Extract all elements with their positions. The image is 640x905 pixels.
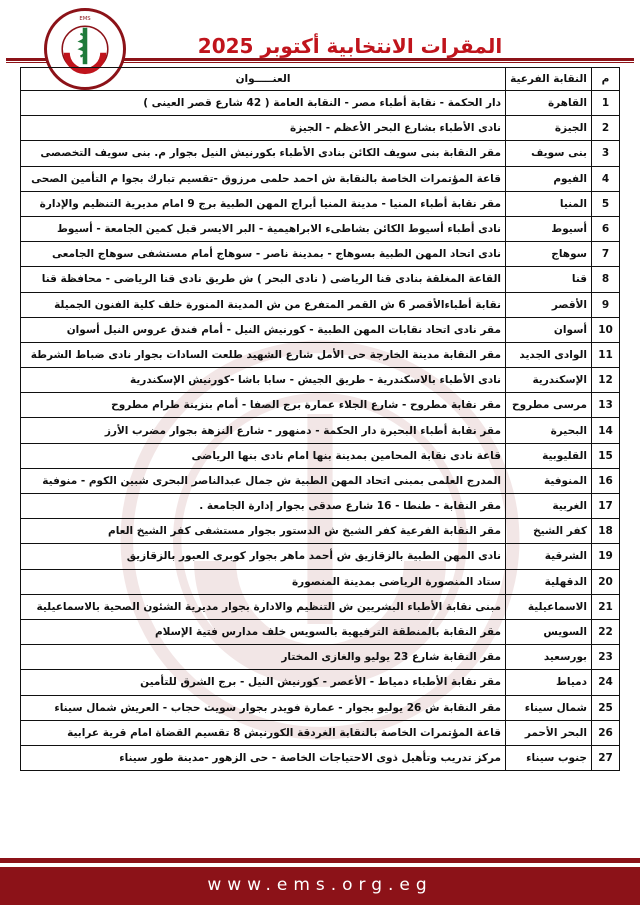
row-syndicate: أسوان: [506, 317, 592, 342]
table-row: [21, 368, 620, 393]
row-address: قاعة المؤتمرات الخاصة بالنقابة الغردقة الكورنيش 8 تقسيم القضاة امام قرية عرابية: [21, 720, 506, 745]
row-syndicate: الجيزة: [506, 116, 592, 141]
row-syndicate: الشرقية: [506, 544, 592, 569]
table-row: [21, 242, 620, 267]
table-row: [21, 494, 620, 519]
row-address: مركز تدريب وتأهيل ذوى الاحتياجات الخاصة - حى الزهور -مدينة طور سيناء: [21, 745, 506, 770]
row-syndicate: مرسى مطروح: [506, 393, 592, 418]
table-row: [21, 443, 620, 468]
table-row: [21, 745, 620, 770]
table-row: [21, 645, 620, 670]
table-row: [21, 544, 620, 569]
row-syndicate: بورسعيد: [506, 645, 592, 670]
row-syndicate: الفيوم: [506, 166, 592, 191]
row-address: مقر النقابة بنى سويف الكائن بنادى الأطباء بكورنيش النيل بجوار م. بنى سويف التخصصى: [21, 141, 506, 166]
locations-table: [20, 67, 620, 771]
row-number: 20: [592, 569, 620, 594]
row-address: مقر نقابة الأطباء دمياط - الأعصر - كورنيش النيل - برج الشرق للتأمين: [21, 670, 506, 695]
footer-rule: [0, 858, 640, 863]
row-number: 6: [592, 216, 620, 241]
row-syndicate: الأقصر: [506, 292, 592, 317]
row-address: نقابة أطباءالأقصر 6 ش القمر المتفرع من ش المدينة المنورة خلف كلية الفنون الجميلة: [21, 292, 506, 317]
row-number: 10: [592, 317, 620, 342]
row-address: نادى المهن الطبية بالزقازيق ش أحمد ماهر بجوار كوبرى العبور بالزقازيق: [21, 544, 506, 569]
table-row: [21, 91, 620, 116]
row-number: 14: [592, 418, 620, 443]
page-title: المقرات الانتخابية أكتوبر 2025: [197, 34, 503, 58]
row-address: مقر النقابة بالمنطقة الترفيهية بالسويس خلف مدارس فتية الإسلام: [21, 619, 506, 644]
row-address: قاعة نادى نقابة المحامين بمدينة بنها امام نادى بنها الرياضى: [21, 443, 506, 468]
svg-text:EMS: EMS: [79, 16, 91, 23]
row-address: نادى الأطباء بالاسكندرية - طريق الجيش - سابا باشا -كورنيش الإسكندرية: [21, 368, 506, 393]
table-row: [21, 292, 620, 317]
row-number: 2: [592, 116, 620, 141]
row-number: 17: [592, 494, 620, 519]
row-address: نادى اتحاد المهن الطبية بسوهاج - بمدينة ناصر - سوهاج أمام مستشفى سوهاج الجامعى: [21, 242, 506, 267]
row-syndicate: الوادى الجديد: [506, 342, 592, 367]
row-number: 8: [592, 267, 620, 292]
table-row: [21, 418, 620, 443]
row-syndicate: المنيا: [506, 191, 592, 216]
row-number: 11: [592, 342, 620, 367]
row-number: 12: [592, 368, 620, 393]
row-syndicate: كفر الشيخ: [506, 519, 592, 544]
table-row: [21, 670, 620, 695]
row-number: 26: [592, 720, 620, 745]
row-syndicate: جنوب سيناء: [506, 745, 592, 770]
row-number: 24: [592, 670, 620, 695]
row-number: 16: [592, 468, 620, 493]
row-address: مقر نقابة أطباء البحيرة دار الحكمة - دمنهور - شارع النزهة بجوار مضرب الأرز: [21, 418, 506, 443]
row-address: مقر نادى اتحاد نقابات المهن الطبية - كورنيش النيل - أمام فندق عروس النيل أسوان: [21, 317, 506, 342]
row-syndicate: دمياط: [506, 670, 592, 695]
table-row: [21, 619, 620, 644]
row-address: مقر نقابة أطباء المنيا - مدينة المنيا أبراج المهن الطبية برج 9 امام مديرية التنظيم والإدارة: [21, 191, 506, 216]
row-number: 22: [592, 619, 620, 644]
row-address: ستاد المنصورة الرياضى بمدينة المنصورة: [21, 569, 506, 594]
row-syndicate: الاسماعيلية: [506, 594, 592, 619]
header-num: م: [592, 68, 620, 91]
row-number: 25: [592, 695, 620, 720]
row-syndicate: البحيرة: [506, 418, 592, 443]
row-syndicate: شمال سيناء: [506, 695, 592, 720]
row-address: نادى أطباء أسيوط الكائن بشاطىء الابراهيمية - البر الايسر قبل كمين الجامعة - أسيوط: [21, 216, 506, 241]
table-row: [21, 468, 620, 493]
table-row: [21, 720, 620, 745]
table-row: [21, 342, 620, 367]
table-row: [21, 216, 620, 241]
row-address: مقر النقابة ش 26 يوليو بجوار - عمارة فويدر بجوار سويت حجاب - العريش شمال سيناء: [21, 695, 506, 720]
table-row: [21, 191, 620, 216]
table-row: [21, 594, 620, 619]
row-number: 23: [592, 645, 620, 670]
row-number: 15: [592, 443, 620, 468]
row-number: 1: [592, 91, 620, 116]
table-row: [21, 116, 620, 141]
row-syndicate: السويس: [506, 619, 592, 644]
header-address: العنـــــوان: [21, 68, 506, 91]
table-row: [21, 166, 620, 191]
row-number: 4: [592, 166, 620, 191]
table-row: [21, 695, 620, 720]
row-number: 21: [592, 594, 620, 619]
row-syndicate: الإسكندرية: [506, 368, 592, 393]
table-header-row: [21, 68, 620, 91]
row-address: المدرج العلمى بمبنى اتحاد المهن الطبية ش جمال عبدالناصر البحرى شبين الكوم - منوفية: [21, 468, 506, 493]
row-number: 19: [592, 544, 620, 569]
row-syndicate: القليوبية: [506, 443, 592, 468]
footer-url[interactable]: www.ems.org.eg: [0, 867, 640, 905]
row-number: 5: [592, 191, 620, 216]
table-row: [21, 141, 620, 166]
table-row: [21, 519, 620, 544]
table-row: [21, 317, 620, 342]
row-address: نادى الأطباء بشارع البحر الأعظم - الجيزة: [21, 116, 506, 141]
row-number: 7: [592, 242, 620, 267]
row-address: مقر النقابة - طنطا - 16 شارع صدقى بجوار إدارة الجامعة .: [21, 494, 506, 519]
row-address: مقر النقابة الفرعية كفر الشيخ ش الدستور بجوار مستشفى كفر الشيخ العام: [21, 519, 506, 544]
row-syndicate: قنا: [506, 267, 592, 292]
row-syndicate: سوهاج: [506, 242, 592, 267]
row-syndicate: البحر الأحمر: [506, 720, 592, 745]
row-syndicate: المنوفية: [506, 468, 592, 493]
table-row: [21, 569, 620, 594]
row-address: دار الحكمة - نقابة أطباء مصر - النقابة العامة ( 42 شارع قصر العينى ): [21, 91, 506, 116]
row-address: القاعة المغلقة بنادى قنا الرياضى ( نادى البحر ) ش طريق نادى قنا الرياضى - محافظة قنا: [21, 267, 506, 292]
row-syndicate: القاهرة: [506, 91, 592, 116]
row-address: قاعة المؤتمرات الخاصة بالنقابة ش احمد حلمى مرزوق -تقسيم تبارك بجوا م التأمين الصحى: [21, 166, 506, 191]
row-syndicate: بنى سويف: [506, 141, 592, 166]
row-syndicate: أسيوط: [506, 216, 592, 241]
row-number: 13: [592, 393, 620, 418]
header-syndicate: النقابة الفرعية: [506, 68, 592, 91]
row-address: مقر النقابة مدينة الخارجة حى الأمل شارع الشهيد طلعت السادات بجوار نادى ضباط الشرطة: [21, 342, 506, 367]
row-number: 3: [592, 141, 620, 166]
row-number: 18: [592, 519, 620, 544]
row-address: مقر النقابة شارع 23 يوليو والغازى المختار: [21, 645, 506, 670]
table-row: [21, 393, 620, 418]
table-row: [21, 267, 620, 292]
row-address: مبنى نقابة الأطباء البشريين ش التنظيم والادارة بجوار مديرية الشئون الصحية بالاسماعيلية: [21, 594, 506, 619]
row-syndicate: الغربية: [506, 494, 592, 519]
row-number: 27: [592, 745, 620, 770]
row-address: مقر نقابة مطروح - شارع الجلاء عمارة برج الصفا - أمام بنزينة طرام مطروح: [21, 393, 506, 418]
row-number: 9: [592, 292, 620, 317]
row-syndicate: الدقهلية: [506, 569, 592, 594]
